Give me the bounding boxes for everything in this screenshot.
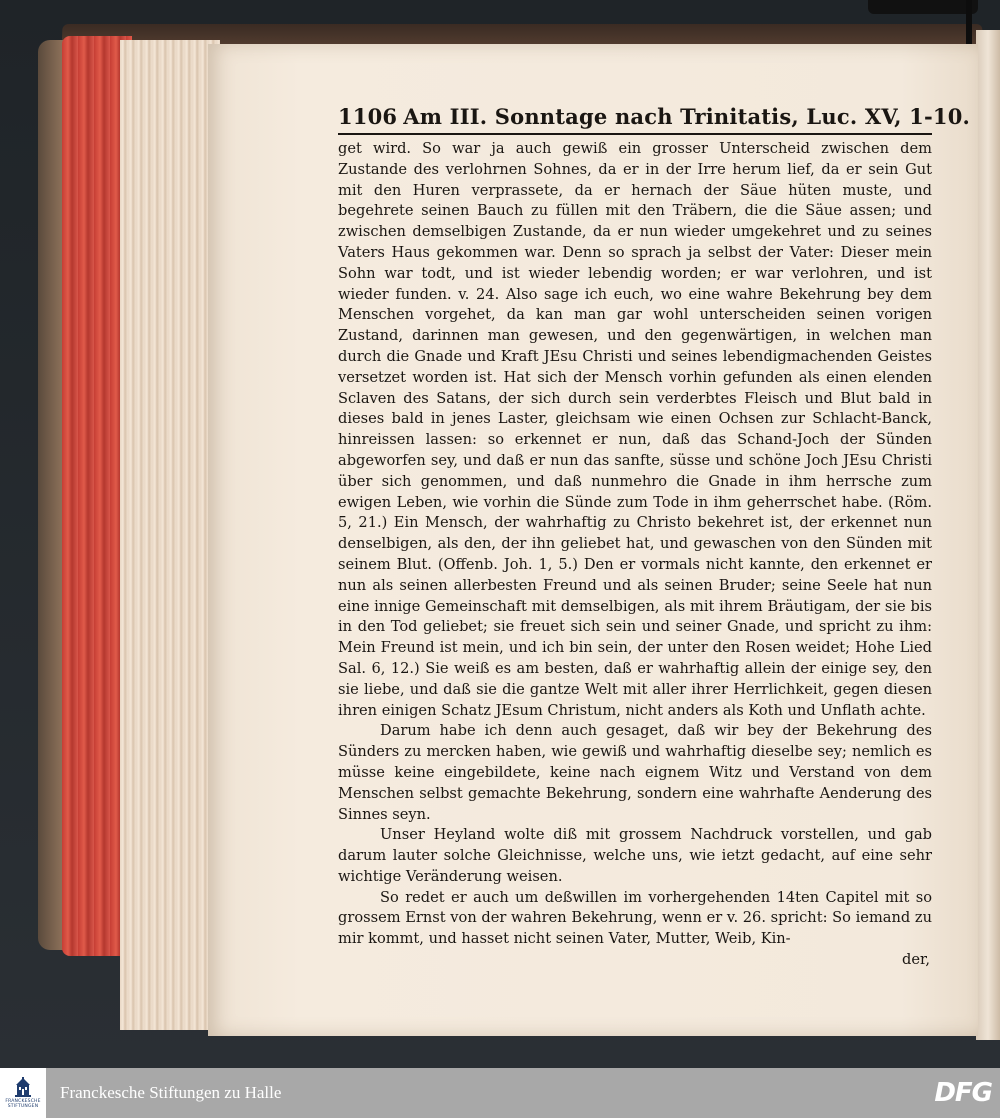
catchword: der, [902, 951, 930, 969]
paragraph-4: So redet er auch um deßwillen im vorhergehenden 14ten Capitel mit so grossem Ernst von der wahren Bekehrung, wenn er v. 26. spricht: So iemand zu mir kommt, und hasset nicht seinen Vater, Mutter, Weib, Kin- [338, 888, 932, 948]
running-title: Am III. Sonntage nach Trinitatis, Luc. XV, 1-10. [403, 104, 971, 129]
scanner-clamp [868, 0, 978, 14]
paragraph-1: get wird. So war ja auch gewiß ein grosser Unterscheid zwischen dem Zustande des verlohrnen Sohnes, da er in der Irre herum lief, da er sein Gut mit den Huren verprassete, da er hernach der Säue hüten muste, und begehrete seinen Bauch zu füllen mit den Träbern, die die Säue assen; und zwischen demselbigen Zustande, da er nun wieder umgekehret und zu seines Vaters Haus gekommen war. Denn so sprach ja selbst der Vater: Dieser mein Sohn war todt, und ist wieder lebendig worden; er war verlohren, und ist wieder funden. v. 24. Also sage ich euch, wo eine wahre Bekehrung bey dem Menschen vorgehet, da kan man gar wohl unterscheiden seinen vorigen Zustand, darinnen man gewesen, und den gegenwärtigen, in welchen man durch die Gnade und Kraft JEsu Christi und seines lebendigmachenden Geistes versetzet worden ist. Hat sich der Mensch vorhin gefunden als einen elenden Sclaven des Satans, der sich durch sein verderbtes Fleisch und Blut bald in dieses bald in jenes Laster, gleichsam wie einen Ochsen zur Schlacht-Banck, hinreissen lassen: so erkennet er nun, daß das Schand-Joch der Sünden abgeworfen sey, und daß er nun das sanfte, süsse und schöne Joch JEsu Christi über sich genommen, und daß nunmehro die Gnade in ihm herrsche zum ewigen Leben, wie vorhin die Sünde zum Tode in ihm geherrschet habe. (Röm. 5, 21.) Ein Mensch, der wahrhaftig zu Christo bekehret ist, der erkennet nun denselbigen, als den, der ihn geliebet hat, und gewaschen von den Sünden mit seinem Blut. (Offenb. Joh. 1, 5.) Den er vormals nicht kannte, den erkennet er nun als seinen allerbesten Freund und als seinen Bruder; seine Seele hat nun eine innige Gemeinschaft mit demselbigen, als mit ihrem Bräutigam, der sie bis in den Tod geliebet; sie freuet sich sein und seiner Gnade, und spricht zu ihm: Mein Freund ist mein, und ich bin sein, der unter den Rosen weidet; Hohe Lied Sal. 6, 12.) Sie weiß es am besten, daß er wahrhaftig allein der einige sey, den sie liebe, und daß sie die gantze Welt mit aller ihrer Herrlichkeit, gegen diesen ihren einigen Schatz JEsum Christum, nicht anders als Koth und Unflath achte. [338, 140, 932, 719]
viewer-footer-bar [0, 1068, 1000, 1118]
facing-page-edge [976, 30, 1000, 1040]
page-edges-stack [120, 40, 220, 1030]
header-rule [338, 133, 932, 135]
institution-name[interactable]: Franckesche Stiftungen zu Halle [60, 1083, 282, 1102]
logo-caption-2: STIFTUNGEN [7, 1104, 39, 1109]
dfg-logo[interactable]: DFG [934, 1078, 992, 1108]
logo-caption-1: FRANCKESCHE [5, 1099, 41, 1104]
paragraph-3: Unser Heyland wolte diß mit grossem Nachdruck vorstellen, und gab darum lauter solche Gleichnisse, welche uns, wie ietzt gedacht, auf eine sehr wichtige Veränderung weisen. [338, 826, 932, 885]
page-number: 1106 [338, 104, 398, 129]
running-header [338, 104, 971, 129]
page-text-block [338, 104, 971, 971]
franckesche-logo[interactable] [0, 1068, 46, 1118]
building-icon [12, 1077, 34, 1099]
paragraph-2: Darum habe ich denn auch gesaget, daß wir bey der Bekehrung des Sünders zu mercken haben, wie gewiß und wahrhaftig dieselbe sey; nemlich es müsse keine eingebildete, keine nach eignem Witz und Verstand von dem Menschen selbst gemachte Bekehrung, sondern eine wahrhafte Aenderung des Sinnes seyn. [338, 722, 932, 823]
